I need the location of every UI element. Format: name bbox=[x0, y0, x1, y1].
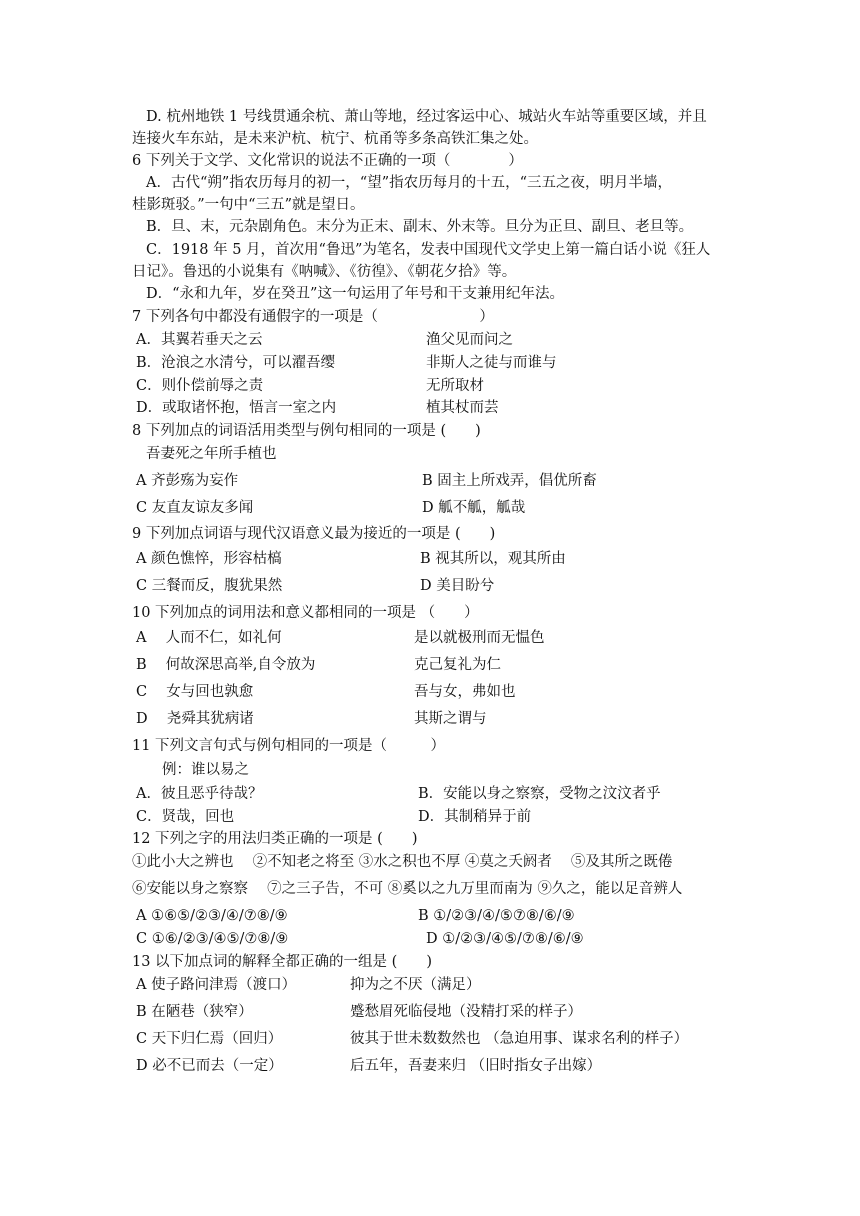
question-13: 13 以下加点词的解释全都正确的一组是 ( ) bbox=[132, 954, 432, 970]
option-left: A 人而不仁，如礼何 bbox=[136, 630, 282, 646]
option-right: 植其杖而芸 bbox=[426, 400, 499, 416]
option-left: A ①⑥⑤/②③/④/⑦⑧/⑨ bbox=[136, 908, 288, 924]
option-left: C 女与回也孰愈 bbox=[136, 684, 254, 700]
text-line: 桂影斑驳。”一句中“三五”就是望日。 bbox=[132, 197, 365, 213]
option-right: 无所取材 bbox=[426, 378, 484, 394]
text-line: D. 杭州地铁 1 号线贯通余杭、萧山等地，经过客运中心、城站火车站等重要区域，并且 bbox=[146, 109, 707, 125]
option-right: 是以就极刑而无愠色 bbox=[414, 630, 545, 646]
option-right: 蹙愁眉死临侵地（没精打采的样子） bbox=[350, 1004, 582, 1020]
example-sentence: 例：谁以易之 bbox=[162, 762, 249, 778]
option-right: 抑为之不厌（满足） bbox=[350, 977, 481, 993]
example-sentence: 吾妻死之年所手植也 bbox=[146, 446, 277, 462]
option-left: B 何故深思高举,自令放为 bbox=[136, 657, 316, 673]
option-right: D 觚不觚，觚哉 bbox=[422, 500, 526, 516]
option-right: 彼其于世未数数然也 （急迫用事、谋求名利的样子） bbox=[350, 1031, 689, 1047]
option-left: A 使子路问津焉（渡口） bbox=[136, 977, 297, 993]
option-right: 渔父见而问之 bbox=[426, 332, 513, 348]
option-left: C．则仆偿前辱之责 bbox=[136, 378, 264, 394]
option-left: D 必不已而去（一定） bbox=[136, 1058, 283, 1074]
question-10: 10 下列加点的词用法和意义都相同的一项是 （ ） bbox=[132, 605, 479, 621]
option-left: B．沧浪之水清兮，可以濯吾缨 bbox=[136, 355, 336, 371]
option-left: D 尧舜其犹病诸 bbox=[136, 711, 254, 727]
option-left: C 天下归仁焉（回归） bbox=[136, 1031, 283, 1047]
option-right: D 美目盼兮 bbox=[420, 578, 495, 594]
question-11: 11 下列文言句式与例句相同的一项是（ ） bbox=[132, 738, 446, 754]
option-right: 后五年，吾妻来归 （旧时指女子出嫁） bbox=[350, 1058, 602, 1074]
text-line: C．1918 年 5 月，首次用“鲁迅”为笔名，发表中国现代文学史上第一篇白话小说《狂人 bbox=[146, 242, 711, 258]
option-left: D．或取诸怀抱，悟言一室之内 bbox=[136, 400, 337, 416]
text-line: B．旦、末，元杂剧角色。末分为正末、副末、外末等。旦分为正旦、副旦、老旦等。 bbox=[146, 219, 694, 235]
option-left: B 在陋巷（狭窄） bbox=[136, 1004, 253, 1020]
option-right: D．其制稍异于前 bbox=[418, 809, 532, 825]
text-line: ⑥安能以身之察察 ⑦之三子告，不可 ⑧奚以之九万里而南为 ⑨久之，能以足音辨人 bbox=[132, 881, 683, 897]
option-left: A 齐彭殇为妄作 bbox=[136, 473, 239, 489]
option-left: C．贤哉，回也 bbox=[136, 809, 235, 825]
option-right: 克己复礼为仁 bbox=[414, 657, 501, 673]
option-right: 非斯人之徒与而谁与 bbox=[426, 355, 557, 371]
text-line: D．“永和九年，岁在癸丑”这一句运用了年号和干支兼用纪年法。 bbox=[146, 286, 564, 302]
option-right: B 视其所以，观其所由 bbox=[420, 551, 566, 567]
question-9: 9 下列加点词语与现代汉语意义最为接近的一项是 ( ) bbox=[132, 526, 496, 542]
option-right: B．安能以身之察察，受物之汶汶者乎 bbox=[418, 786, 661, 802]
question-6: 6 下列关于文学、文化常识的说法不正确的一项（ ） bbox=[132, 153, 523, 169]
text-line: 日记》。鲁迅的小说集有《呐喊》、《彷徨》、《朝花夕拾》等。 bbox=[132, 264, 517, 280]
option-left: A．彼且恶乎待哉？ bbox=[136, 786, 263, 802]
option-left: C ①⑥/②③/④⑤/⑦⑧/⑨ bbox=[136, 931, 289, 947]
option-right: B ①/②③/④/⑤⑦⑧/⑥/⑨ bbox=[418, 908, 575, 924]
question-8: 8 下列加点的词语活用类型与例句相同的一项是 ( ) bbox=[132, 423, 481, 439]
option-right: B 固主上所戏弄，倡优所畜 bbox=[422, 473, 597, 489]
option-left: C 三餐而反，腹犹果然 bbox=[136, 578, 283, 594]
option-right: 吾与女，弗如也 bbox=[414, 684, 516, 700]
option-right: D ①/②③/④⑤/⑦⑧/⑥/⑨ bbox=[426, 931, 584, 947]
text-line: ①此小大之辨也 ②不知老之将至 ③水之积也不厚 ④莫之夭阏者 ⑤及其所之既倦 bbox=[132, 854, 673, 870]
option-left: A 颜色憔悴，形容枯槁 bbox=[136, 551, 282, 567]
option-right: 其斯之谓与 bbox=[414, 711, 487, 727]
question-7: 7 下列各句中都没有通假字的一项是（ ） bbox=[132, 309, 494, 325]
question-12: 12 下列之字的用法归类正确的一项是 ( ) bbox=[132, 831, 418, 847]
text-line: 连接火车东站，是未来沪杭、杭宁、杭甬等多条高铁汇集之处。 bbox=[132, 131, 538, 147]
option-left: C 友直友谅友多闻 bbox=[136, 500, 254, 516]
option-left: A．其翼若垂天之云 bbox=[136, 332, 263, 348]
text-line: A．古代“朔”指农历每月的初一，“望”指农历每月的十五，“三五之夜，明月半墙， bbox=[146, 175, 673, 191]
